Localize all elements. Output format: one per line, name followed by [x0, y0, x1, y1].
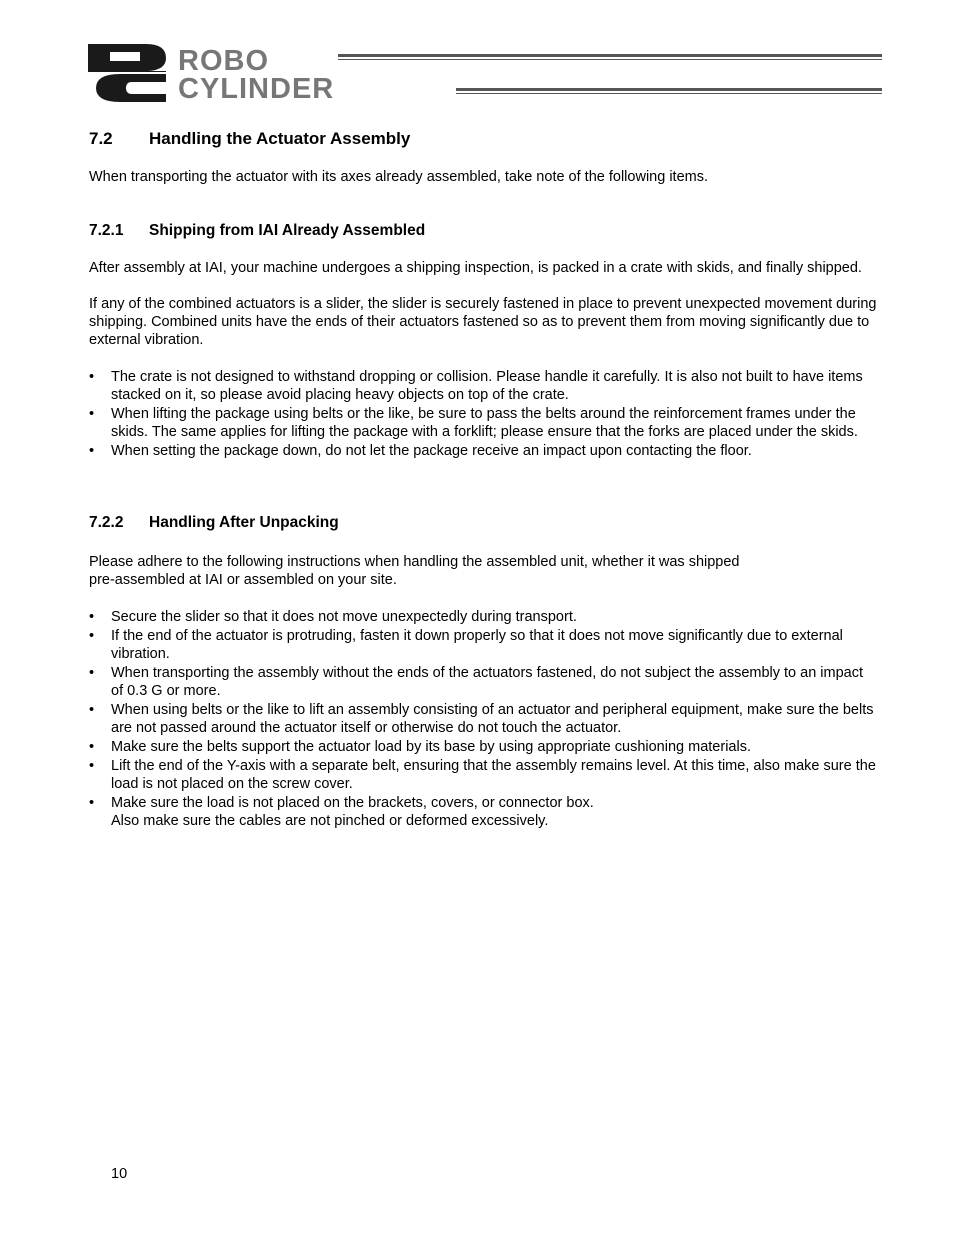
- subsection-number: 7.2.2: [89, 514, 124, 531]
- subsection-title: Handling After Unpacking: [149, 514, 339, 531]
- paragraph-line: Please adhere to the following instructions when handling the assembled unit, whether it was shipped: [89, 554, 740, 570]
- list-item-text: Also make sure the cables are not pinched or deformed excessively.: [111, 813, 549, 829]
- list-item: [89, 701, 879, 737]
- list-item-text: When using belts or the like to lift an assembly consisting of an actuator and peripheral equipment, make sure the belts are not passed around the actuator itself or otherwise do not touch the actuator.: [111, 702, 874, 736]
- list-item: [89, 368, 879, 404]
- paragraph: [89, 553, 879, 589]
- bullet-icon: •: [89, 665, 95, 681]
- list-item-text: When transporting the assembly without the ends of the actuators fastened, do not subject the assembly to an impact of 0.3 G or more.: [111, 665, 864, 699]
- paragraph-line: pre-assembled at IAI or assembled on your site.: [89, 572, 397, 588]
- bullet-icon: •: [89, 443, 95, 459]
- list-item: [89, 608, 879, 626]
- subsection-heading-1: [89, 222, 425, 240]
- list-item: [89, 794, 879, 830]
- paragraph: After assembly at IAI, your machine undergoes a shipping inspection, is packed in a crate with skids, and finally shipped.: [89, 260, 862, 276]
- list-item-text: Secure the slider so that it does not move unexpectedly during transport.: [111, 609, 577, 625]
- bullet-icon: •: [89, 369, 95, 385]
- bullet-list-shipping: [89, 368, 879, 461]
- subsection-number: 7.2.1: [89, 222, 124, 239]
- bullet-icon: •: [89, 702, 95, 718]
- page-number: 10: [111, 1166, 128, 1182]
- subsection-heading-2: [89, 514, 339, 532]
- section-title: Handling the Actuator Assembly: [149, 129, 411, 148]
- list-item: [89, 442, 879, 460]
- subsection-title: Shipping from IAI Already Assembled: [149, 222, 426, 239]
- list-item-text: Make sure the belts support the actuator load by its base by using appropriate cushioning materials.: [111, 739, 751, 755]
- list-item: [89, 405, 879, 441]
- list-item-text: The crate is not designed to withstand dropping or collision. Please handle it carefully. It is also not built to have items stacked on it, so please avoid placing heavy objects on top of the crate.: [111, 369, 863, 403]
- section-heading: [89, 129, 410, 149]
- rc-emblem-icon: [88, 44, 166, 102]
- bullet-icon: •: [89, 628, 95, 644]
- list-item-text: Lift the end of the Y-axis with a separate belt, ensuring that the assembly remains level. At this time, also make sure the load is not placed on the screw cover.: [111, 758, 876, 792]
- bullet-icon: •: [89, 609, 95, 625]
- paragraph: If any of the combined actuators is a slider, the slider is securely fastened in place to prevent unexpected movement during shipping. Combined units have the ends of their actuators fastened so as to prevent them from moving significantly due to external vibration.: [89, 296, 877, 348]
- bullet-icon: •: [89, 795, 95, 811]
- section-number: 7.2: [89, 129, 113, 148]
- section-intro: When transporting the actuator with its axes already assembled, take note of the following items.: [89, 169, 708, 185]
- list-item-text: If the end of the actuator is protruding, fasten it down properly so that it does not move significantly due to external vibration.: [111, 628, 843, 662]
- list-item-text: When setting the package down, do not let the package receive an impact upon contacting the floor.: [111, 443, 752, 459]
- bullet-list-unpacking: [89, 608, 879, 831]
- list-item: [89, 738, 879, 756]
- svg-text:CYLINDER: CYLINDER: [178, 73, 335, 104]
- svg-text:ROBO: ROBO: [178, 45, 269, 77]
- robo-cylinder-logo: [86, 42, 886, 104]
- bullet-icon: •: [89, 739, 95, 755]
- list-item: [89, 664, 879, 700]
- bullet-icon: •: [89, 406, 95, 422]
- list-item-text: When lifting the package using belts or the like, be sure to pass the belts around the reinforcement frames under the skids. The same applies for lifting the package with a forklift; please ensure that the forks are placed under the skids.: [111, 406, 858, 440]
- bullet-icon: •: [89, 758, 95, 774]
- list-item: [89, 757, 879, 793]
- list-item-text: Make sure the load is not placed on the brackets, covers, or connector box.: [111, 795, 594, 811]
- list-item: [89, 627, 879, 663]
